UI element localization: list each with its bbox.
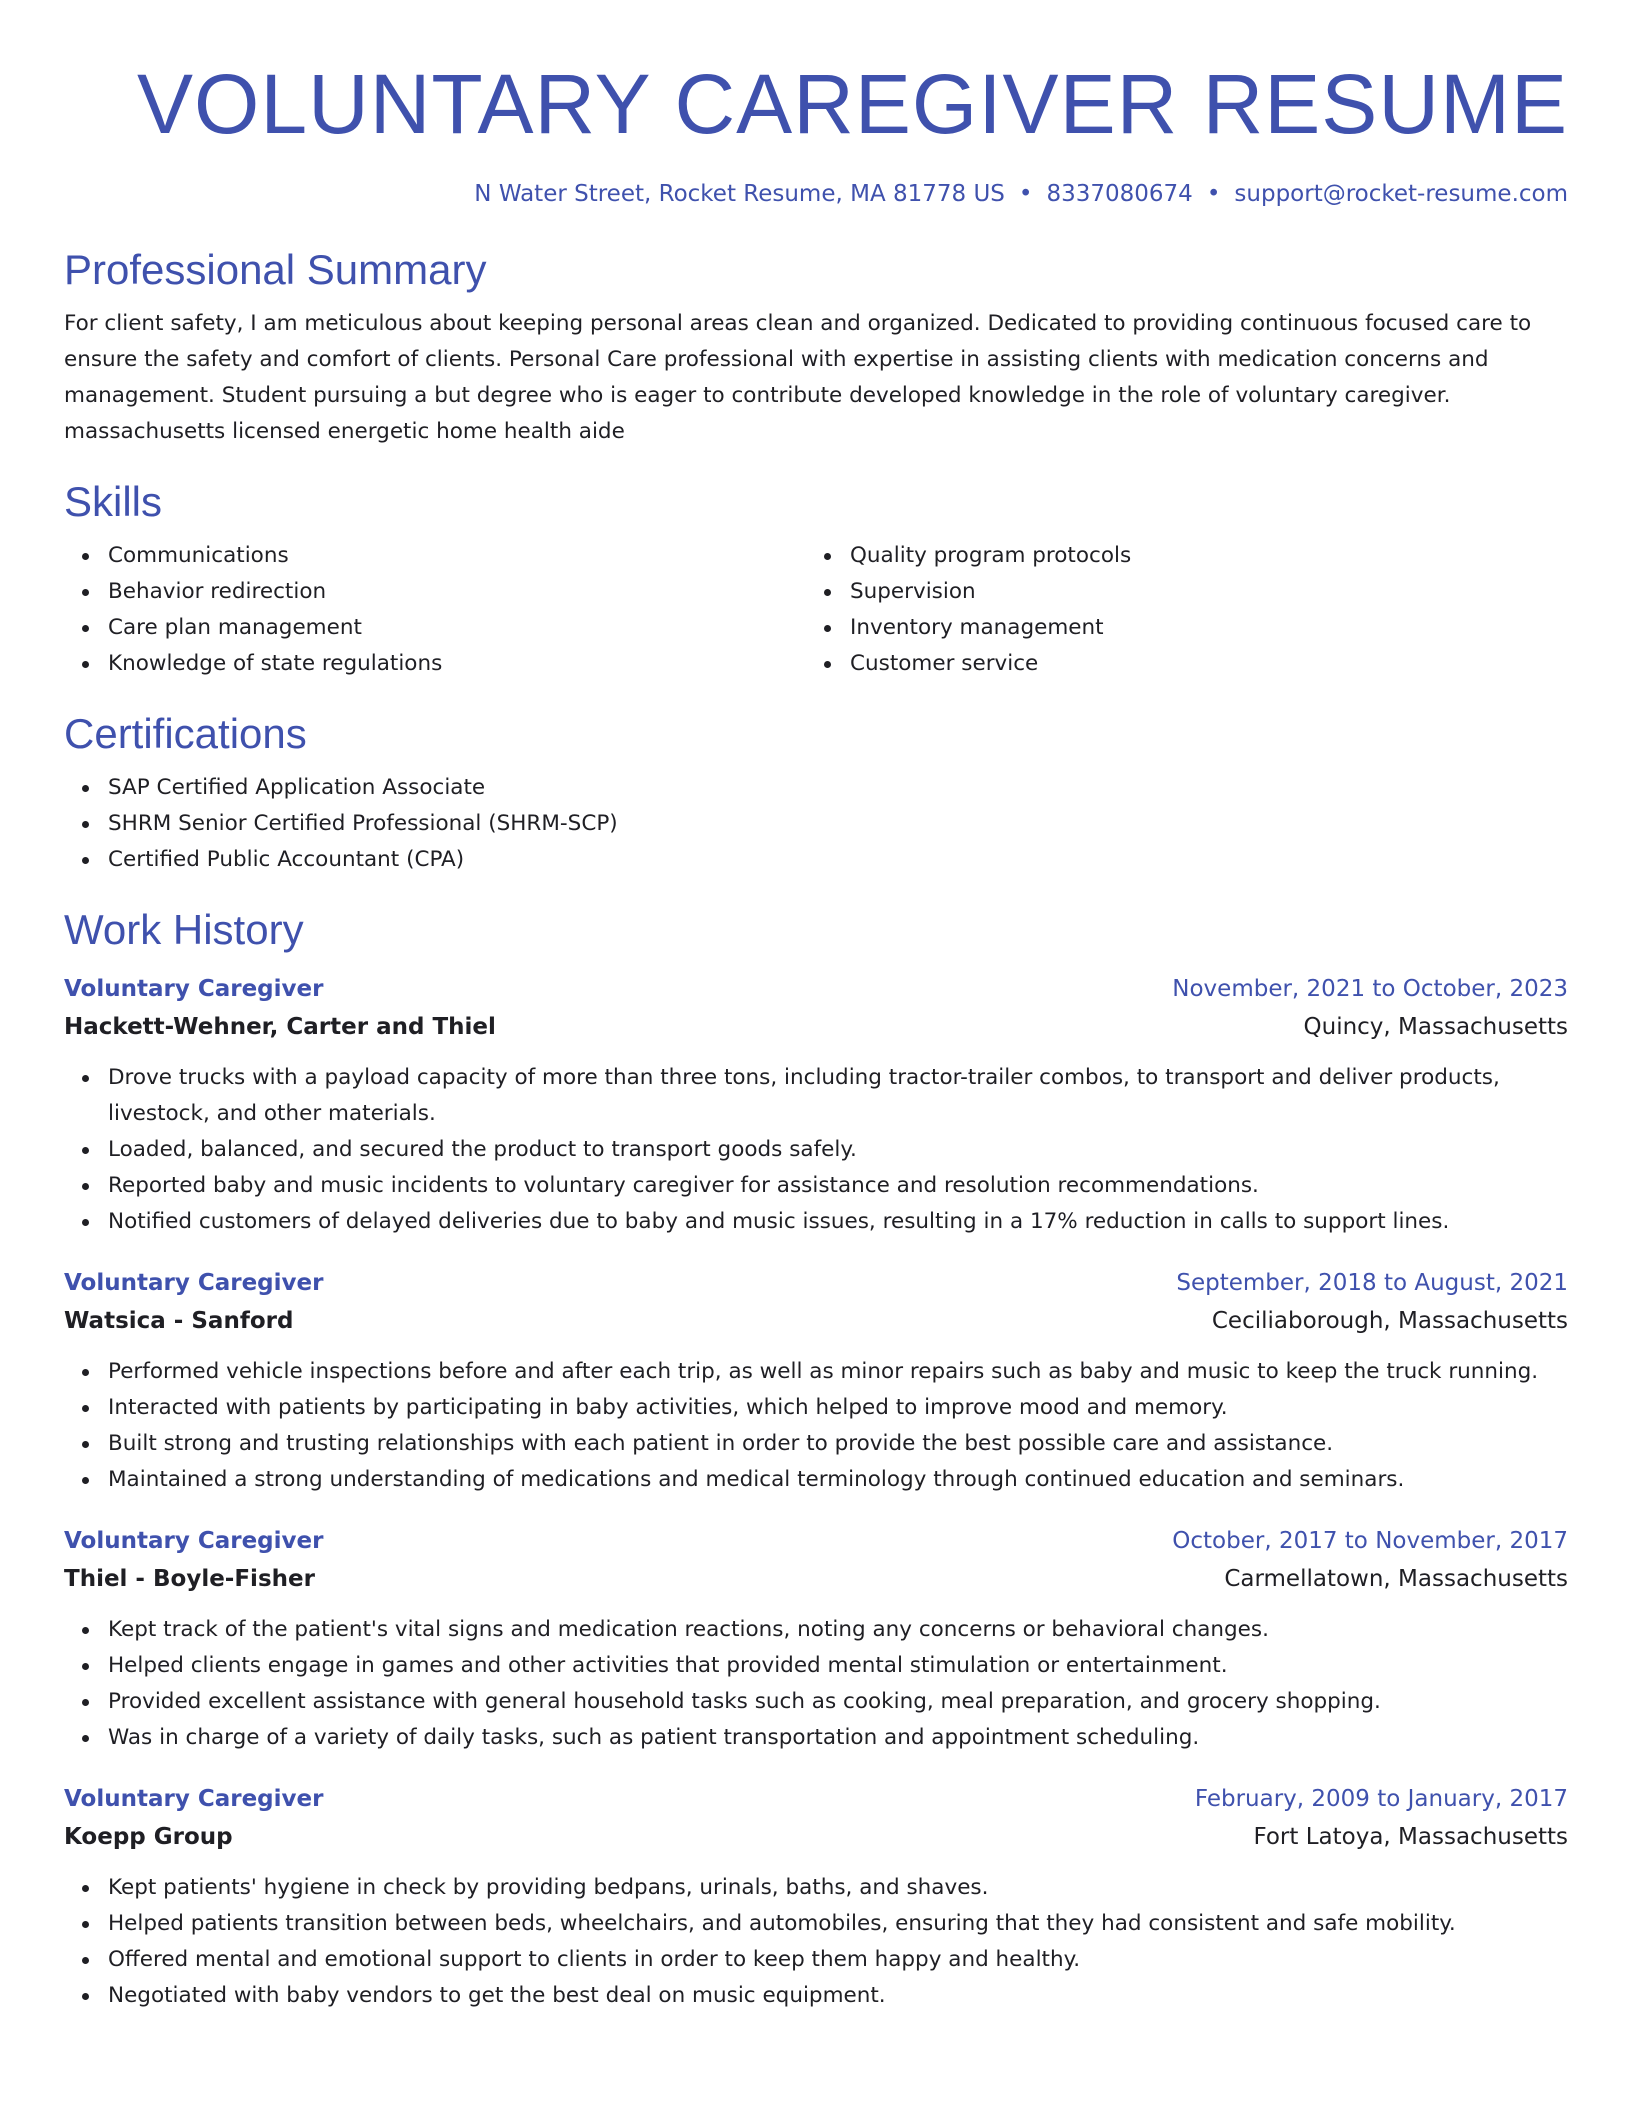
skills-grid: [64, 538, 1568, 682]
job-duty-item: Drove trucks with a payload capacity of more than three tons, including tractor-trailer combos, to transport and deliver products, livestock, and other materials.: [108, 1060, 1568, 1132]
skill-item: Behavior redirection: [108, 574, 806, 610]
job-duty-item: Maintained a strong understanding of medications and medical terminology through continued education and seminars.: [108, 1462, 1568, 1498]
job-title-row: [64, 970, 1568, 1008]
job-duties-list: [64, 1612, 1568, 1756]
skill-item: Care plan management: [108, 610, 806, 646]
job-company-row: [64, 1818, 1568, 1856]
job-duty-item: Loaded, balanced, and secured the product to transport goods safely.: [108, 1132, 1568, 1168]
job-company: Hackett-Wehner, Carter and Thiel: [64, 1014, 496, 1040]
certifications-heading: Certifications: [64, 710, 307, 757]
job-title-row: [64, 1264, 1568, 1302]
job-duty-item: Provided excellent assistance with general household tasks such as cooking, meal preparation, and grocery shopping.: [108, 1684, 1568, 1720]
job-duty-item: Helped clients engage in games and other activities that provided mental stimulation or entertainment.: [108, 1648, 1568, 1684]
job-duty-item: Offered mental and emotional support to clients in order to keep them happy and healthy.: [108, 1942, 1568, 1978]
skill-item: Inventory management: [850, 610, 1568, 646]
contact-separator: •: [1018, 181, 1033, 207]
skills-section: [64, 476, 1568, 682]
job-title: Voluntary Caregiver: [64, 1270, 324, 1296]
job-company-row: [64, 1302, 1568, 1340]
job-company-row: [64, 1560, 1568, 1598]
contact-phone: 8337080674: [1046, 181, 1193, 207]
job-entry: [64, 1264, 1568, 1498]
contact-separator: •: [1206, 181, 1221, 207]
job-title: Voluntary Caregiver: [64, 1528, 324, 1554]
job-duties-list: [64, 1354, 1568, 1498]
job-company: Watsica - Sanford: [64, 1308, 294, 1334]
job-duty-item: Built strong and trusting relationships with each patient in order to provide the best possible care and assistance.: [108, 1426, 1568, 1462]
certification-item: Certified Public Accountant (CPA): [108, 842, 1568, 878]
job-dates: October, 2017 to November, 2017: [1172, 1528, 1568, 1554]
skills-list-left: [64, 538, 806, 682]
job-location: Fort Latoya, Massachusetts: [1253, 1824, 1568, 1850]
page-title: VOLUNTARY CAREGIVER RESUME: [137, 57, 1568, 151]
contact-line: [64, 178, 1568, 210]
skill-item: Communications: [108, 538, 806, 574]
work-history-heading: Work History: [64, 906, 304, 953]
job-dates: November, 2021 to October, 2023: [1172, 976, 1568, 1002]
job-duty-item: Was in charge of a variety of daily tasks, such as patient transportation and appointment scheduling.: [108, 1720, 1568, 1756]
job-company: Thiel - Boyle-Fisher: [64, 1566, 315, 1592]
job-location: Carmellatown, Massachusetts: [1224, 1566, 1568, 1592]
skill-item: Quality program protocols: [850, 538, 1568, 574]
job-title-row: [64, 1522, 1568, 1560]
job-location: Quincy, Massachusetts: [1303, 1014, 1568, 1040]
job-entry: [64, 970, 1568, 1240]
certifications-section: [64, 708, 1568, 878]
contact-address: N Water Street, Rocket Resume, MA 81778 US: [474, 181, 1005, 207]
job-entry: [64, 1780, 1568, 2014]
work-history-section: [64, 904, 1568, 2014]
summary-text: For client safety, I am meticulous about keeping personal areas clean and organized. Dedicated to providing continuous focused care to ensure the safety and comfort of clients. Personal Care professional with expertise in assisting clients with medication concerns and management. Student pursuing a but degree who is eager to contribute developed knowledge in the role of voluntary caregiver. massachusetts licensed energetic home health aide: [64, 311, 1532, 444]
job-duty-item: Kept track of the patient's vital signs and medication reactions, noting any concerns or behavioral changes.: [108, 1612, 1568, 1648]
job-title: Voluntary Caregiver: [64, 1786, 324, 1812]
skills-list-right: [806, 538, 1568, 682]
job-company-row: [64, 1008, 1568, 1046]
job-duty-item: Negotiated with baby vendors to get the best deal on music equipment.: [108, 1978, 1568, 2014]
contact-email: support@rocket-resume.com: [1234, 181, 1568, 207]
professional-summary-section: [64, 244, 1568, 450]
job-title-row: [64, 1780, 1568, 1818]
skills-heading: Skills: [64, 478, 163, 525]
certification-item: SAP Certified Application Associate: [108, 770, 1568, 806]
job-company: Koepp Group: [64, 1824, 233, 1850]
job-duty-item: Performed vehicle inspections before and after each trip, as well as minor repairs such as baby and music to keep the truck running.: [108, 1354, 1568, 1390]
job-duties-list: [64, 1870, 1568, 2014]
certification-item: SHRM Senior Certified Professional (SHRM-SCP): [108, 806, 1568, 842]
job-duty-item: Helped patients transition between beds, wheelchairs, and automobiles, ensuring that they had consistent and safe mobility.: [108, 1906, 1568, 1942]
job-location: Ceciliaborough, Massachusetts: [1211, 1308, 1568, 1334]
job-title: Voluntary Caregiver: [64, 976, 324, 1002]
summary-heading: Professional Summary: [64, 246, 487, 293]
skill-item: Customer service: [850, 646, 1568, 682]
skill-item: Supervision: [850, 574, 1568, 610]
job-duty-item: Reported baby and music incidents to voluntary caregiver for assistance and resolution recommendations.: [108, 1168, 1568, 1204]
job-dates: February, 2009 to January, 2017: [1194, 1786, 1568, 1812]
job-duties-list: [64, 1060, 1568, 1240]
job-duty-item: Kept patients' hygiene in check by providing bedpans, urinals, baths, and shaves.: [108, 1870, 1568, 1906]
job-duty-item: Interacted with patients by participating in baby activities, which helped to improve mood and memory.: [108, 1390, 1568, 1426]
job-duty-item: Notified customers of delayed deliveries due to baby and music issues, resulting in a 17% reduction in calls to support lines.: [108, 1204, 1568, 1240]
job-dates: September, 2018 to August, 2021: [1176, 1270, 1568, 1296]
certifications-list: [64, 770, 1568, 878]
skill-item: Knowledge of state regulations: [108, 646, 806, 682]
job-entry: [64, 1522, 1568, 1756]
